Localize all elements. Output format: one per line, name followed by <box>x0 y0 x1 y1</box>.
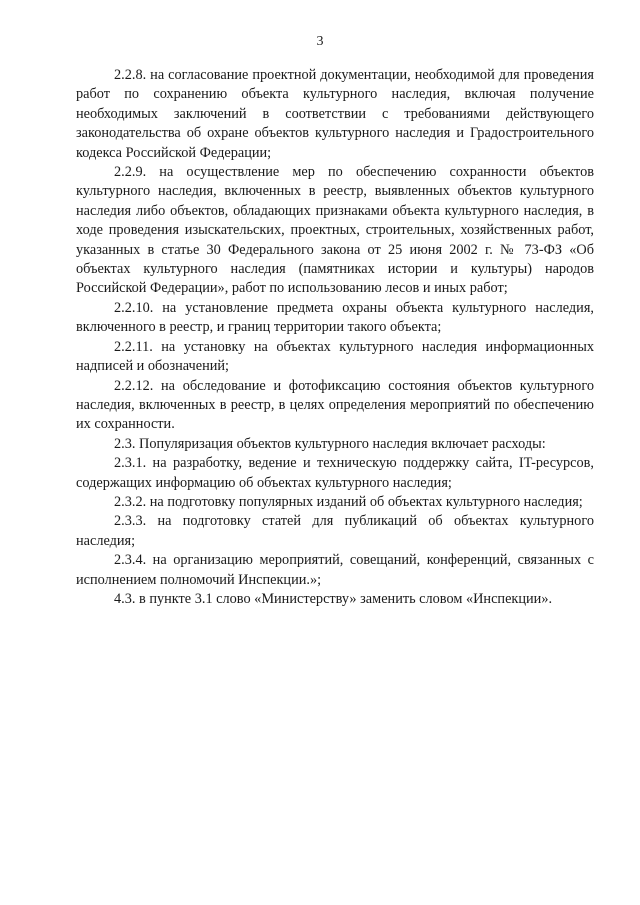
paragraph-2-2-10: 2.2.10. на установление предмета охраны объекта культурного наследия, включенного в реестр, и границ территории такого объекта; <box>76 299 594 336</box>
paragraph-2-2-9: 2.2.9. на осуществление мер по обеспечению сохранности объектов культурного наследия, включенных в реестр, выявленных объектов культурного наследия либо объектов, обладающих признаками объекта культурного наследия, в ходе проведения изыскательских, проектных, строительных, хозяйственных работ, указанных в статье 30 Федерального закона от 25 июня 2002 г. № 73-ФЗ «Об объектах культурного наследия (памятниках истории и культуры) народов Российской Федерации», работ по использованию лесов и иных работ; <box>76 164 594 297</box>
page-number: 3 <box>316 34 324 49</box>
paragraph-2-2-8: 2.2.8. на согласование проектной документации, необходимой для проведения работ по сохранению объекта культурного наследия, включая получение необходимых заключений в соответствии с требованиями действующего законодательства об охране объектов культурного наследия и Градостроительного кодекса Российской Федерации; <box>76 67 594 161</box>
paragraph-2-3-4: 2.3.4. на организацию мероприятий, совещаний, конференций, связанных с исполнением полномочий Инспекции.»; <box>76 552 594 588</box>
paragraph-2-2-12: 2.2.12. на обследование и фотофиксацию состояния объектов культурного наследия, включенных в реестр, в целях определения мероприятий по обеспечению их сохранности. <box>76 377 594 433</box>
paragraph-2-3-2: 2.3.2. на подготовку популярных изданий об объектах культурного наследия; <box>114 493 583 510</box>
document-body <box>76 66 594 609</box>
paragraph-2-3-3: 2.3.3. на подготовку статей для публикаций об объектах культурного наследия; <box>76 513 594 549</box>
paragraph-4-3: 4.3. в пункте 3.1 слово «Министерству» заменить словом «Инспекции». <box>114 590 553 607</box>
paragraph-2-3: 2.3. Популяризация объектов культурного наследия включает расходы: <box>114 435 546 452</box>
paragraph-2-3-1: 2.3.1. на разработку, ведение и техническую поддержку сайта, IT-ресурсов, содержащих информацию об объектах культурного наследия; <box>76 455 594 491</box>
paragraph-2-2-11: 2.2.11. на установку на объектах культурного наследия информационных надписей и обозначений; <box>76 338 594 375</box>
